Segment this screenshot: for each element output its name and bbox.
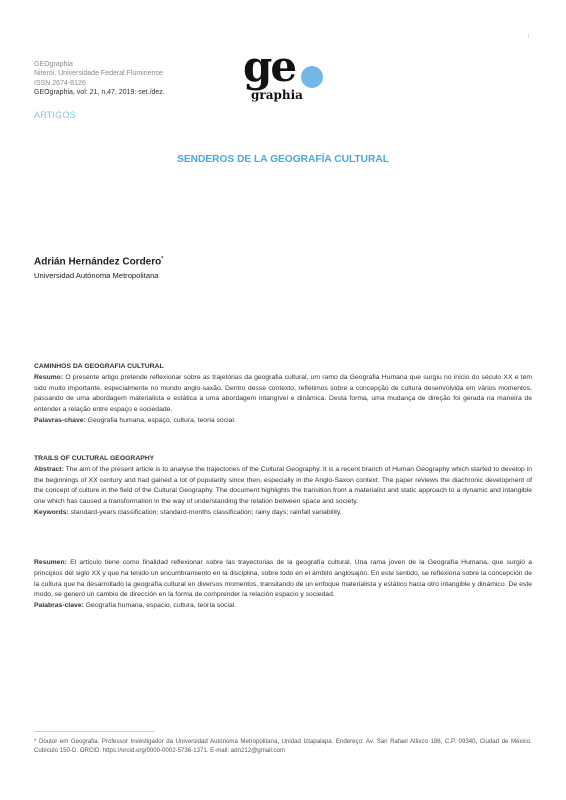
logo-ge-text: ge <box>243 42 296 91</box>
palavras-chave-text: Geografia humana, espaço, cultura, teoria social. <box>87 416 236 424</box>
issn: ISSN 2674-8126 <box>34 79 86 87</box>
issue-info: GEOgraphia, vol: 21, n.47, 2019: set./dez. <box>34 88 165 96</box>
author-affiliation: Universidad Autónoma Metropolitana <box>34 271 159 280</box>
university: Niterói, Universidade Federal Fluminense <box>34 70 163 78</box>
resumen-text: El artículo tiene como finalidad reflexionar sobre las trayectorias de la geografía cultural. Una rama joven de la Geografía Humana, que surgió a principios del siglo XX y que ha tenido un encumbramiento en la disciplina, sobre todo en el ámbito anglosajón. En este sentido, se reflexiona sobre la concepción de la cultura que ha desarrollado la geografía cultural en diversos momentos, transitando de un enfoque materialista y estático hacia otro intangible y dinámico. De este modo, se generó un cambio de dirección en la forma de comprender la relación espacio y sociedad. <box>34 559 533 599</box>
english-heading: TRAILS OF CULTURAL GEOGRAPHY <box>34 455 155 462</box>
journal-meta <box>34 60 165 97</box>
palabras-clave-label: Palabras-clave: <box>34 602 84 610</box>
spanish-abstract-section <box>34 558 532 612</box>
article-title: SENDEROS DE LA GEOGRAFÍA CULTURAL <box>177 154 389 165</box>
resumen-label: Resumen: <box>34 559 67 566</box>
page-number: i <box>528 33 530 39</box>
footnote-divider <box>34 731 154 732</box>
palabras-clave-text: Geografía humana, espacio, cultura, teoría social. <box>85 602 237 610</box>
keywords-label: Keywords: <box>34 508 69 516</box>
section-label: ARTIGOS <box>34 110 76 120</box>
resumo-label: Resumo: <box>34 373 64 381</box>
abstract-text: The aim of the present article is to analyse the trajectories of the Cultural Geography. It is a recent branch of Human Geography which started to develop in the beginnings of XX century and had gained a lot of popularity since then, especially in the Anglo-Saxon context. The paper reviews the diachronic development of the concept of culture in the field of the Cultural Geography. The document highlights the transition from a materialist and static approach to a dynamic and intangible one which has caused a transformation in the way of understanding the relation between space and society. <box>34 465 532 506</box>
author-footnote: * Doutor em Geografia. Professor Investigador da Universidad Autónoma Metropolitana, Unidad Iztapalapa. Endereço: Av. San Rafael Atlixco 186, C.P. 09340, Ciudad de México. Cubículo 150-D. ORCID: https://orcid.org/0000-0002-5736-1371. E-mail: adn212@gmail.com <box>34 738 532 754</box>
logo-graphia-text: graphia <box>251 88 303 102</box>
resumo-text: O presente artigo pretende reflexionar sobre as trajetórias da geografia cultural, um ramo da Geografia Humana que surgiu no início do século XX e tem sido muito importante, especialmente no mundo anglo-saxão. Dentro desse contexto, refletimos sobre a concepção de cultura desenvolvida em vários momentos, passando de uma abordagem materialista e estática a uma abordagem intangível e dinâmica. Desta forma, uma mudança de direção foi gerada na maneira de entender a relação entre espaço e sociedade. <box>34 373 533 414</box>
palavras-chave-label: Palavras-chave: <box>34 416 86 424</box>
english-abstract-section <box>34 454 532 519</box>
author-footnote-mark: * <box>161 256 164 262</box>
keywords-text: standard-years classification; standard-months classification; rainy days; rainfall variability. <box>70 508 342 516</box>
portuguese-heading: CAMINHOS DA GEOGRAFIA CULTURAL <box>34 363 164 370</box>
portuguese-abstract-section <box>34 362 532 427</box>
author-name-text: Adrián Hernández Cordero <box>34 256 162 268</box>
abstract-label: Abstract: <box>34 465 64 473</box>
geographia-logo <box>243 42 333 108</box>
author-name <box>34 256 163 267</box>
journal-name: GEOgraphia <box>34 61 73 68</box>
logo-blue-circle <box>301 66 323 88</box>
